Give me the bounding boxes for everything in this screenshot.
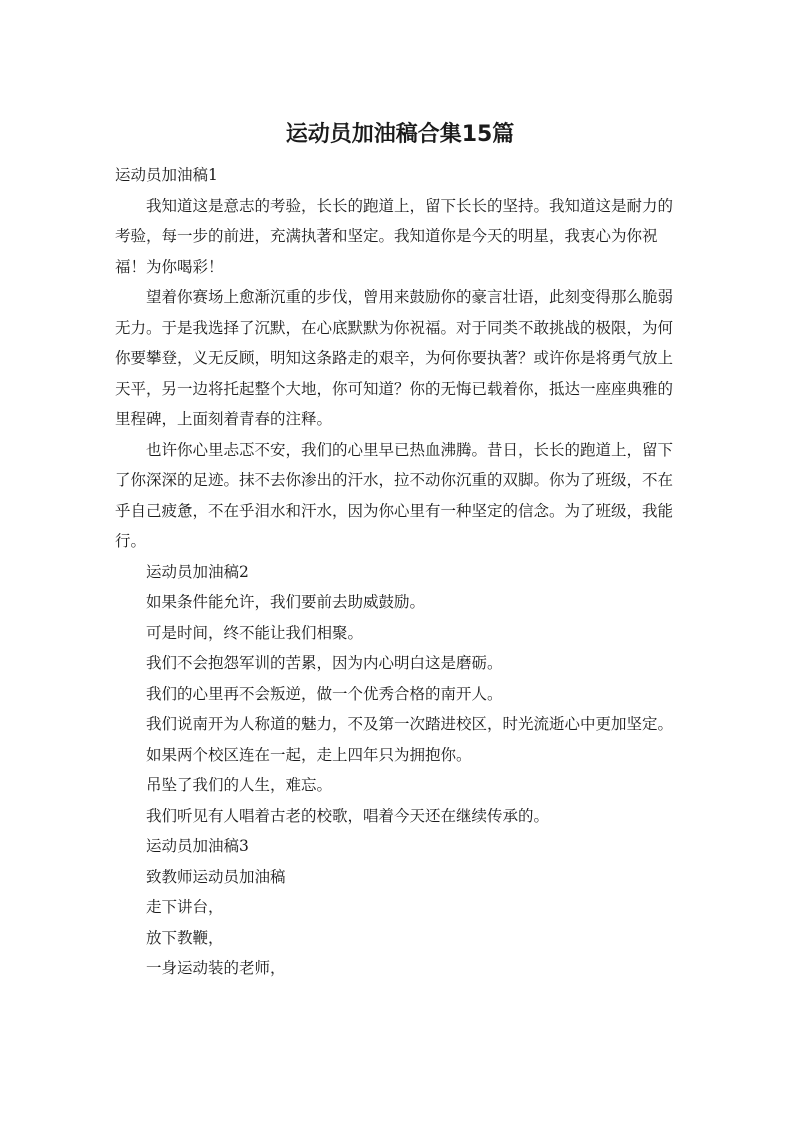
paragraph: 我们的心里再不会叛逆，做一个优秀合格的南开人。 [146,684,503,703]
paragraph: 也许你心里忐忑不安，我们的心里早已热血沸腾。昔日，长长的跑道上，留下了你深深的足迹。抹不去你渗出的汗水，拉不动你沉重的双脚。你为了班级，不在乎自己疲惫，不在乎泪水和汗水，因为你心里有一种坚定的信念。为了班级，我能行。 [115,440,674,550]
document-body [115,160,685,984]
paragraph: 可是时间，终不能让我们相聚。 [146,623,364,642]
paragraph: 吊坠了我们的人生，难忘。 [146,776,333,794]
paragraph: 我知道这是意志的考验，长长的跑道上，留下长长的坚持。我知道这是耐力的考验，每一步的前进，充满执著和坚定。我知道你是今天的明星，我衷心为你祝福！为你喝彩！ [115,196,674,276]
paragraph: 我们听见有人唱着古老的校歌，唱着今天还在继续传承的。 [146,806,550,825]
poem-line: 一身运动装的老师， [146,959,286,977]
section-heading-2: 运动员加油稿2 [146,562,249,581]
poem-line: 放下教鞭， [146,928,224,947]
poem-line: 走下讲台， [146,898,224,916]
paragraph: 我们说南开为人称道的魅力，不及第一次踏进校区，时光流逝心中更加坚定。 [146,715,674,733]
paragraph: 我们不会抱怨军训的苦累，因为内心明白这是磨砺。 [146,654,503,672]
paragraph: 致教师运动员加油稿 [146,867,286,886]
document-title: 运动员加油稿合集15篇 [285,122,515,147]
paragraph: 如果两个校区连在一起，走上四年只为拥抱你。 [146,745,472,764]
section-heading-3: 运动员加油稿3 [146,837,249,855]
paragraph: 望着你赛场上愈渐沉重的步伐，曾用来鼓励你的豪言壮语，此刻变得那么脆弱无力。于是我选择了沉默，在心底默默为你祝福。对于同类不敢挑战的极限，为何你要攀登，义无反顾，明知这条路走的艰辛，为何你要执著？或许你是将勇气放上天平，另一边将托起整个大地，你可知道？你的无悔已载着你，抵达一座座典雅的里程碑，上面刻着青春的注释。 [115,288,674,428]
paragraph: 如果条件能允许，我们要前去助威鼓励。 [146,593,426,611]
section-heading-1: 运动员加油稿1 [115,166,218,184]
